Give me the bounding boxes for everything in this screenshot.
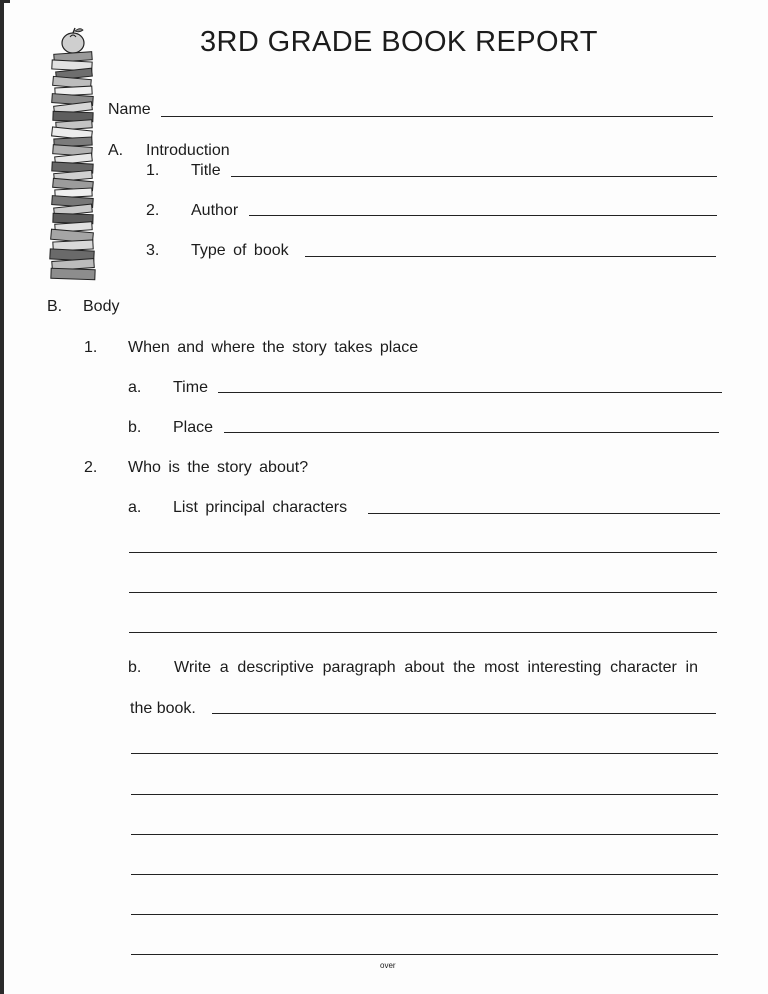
characters-marker: a. — [128, 499, 142, 516]
paragraph-line[interactable] — [131, 753, 718, 754]
characters-field[interactable] — [368, 513, 720, 514]
section-a-heading: Introduction — [146, 142, 230, 159]
question-2-number: 2. — [84, 459, 98, 476]
section-a-marker: A. — [108, 142, 124, 159]
time-marker: a. — [128, 379, 142, 396]
paragraph-line[interactable] — [131, 794, 718, 795]
name-field[interactable] — [161, 116, 713, 117]
type-of-book-label: Type of book — [191, 242, 289, 259]
question-1-text: When and where the story takes place — [128, 339, 419, 356]
title-field[interactable] — [231, 176, 717, 177]
place-marker: b. — [128, 419, 142, 436]
type-of-book-item-number: 3. — [146, 242, 160, 259]
author-item-number: 2. — [146, 202, 160, 219]
time-label: Time — [173, 379, 208, 396]
paragraph-line[interactable] — [131, 874, 718, 875]
characters-line[interactable] — [129, 592, 717, 593]
characters-label: List principal characters — [173, 499, 348, 516]
scan-edge-mark — [0, 0, 10, 3]
question-1-number: 1. — [84, 339, 98, 356]
paragraph-field[interactable] — [212, 713, 716, 714]
characters-line[interactable] — [129, 632, 717, 633]
place-label: Place — [173, 419, 214, 436]
paragraph-line[interactable] — [131, 834, 718, 835]
paragraph-marker: b. — [128, 659, 142, 676]
footer-note: over — [380, 961, 396, 970]
apple-icon — [62, 28, 84, 53]
type-of-book-field[interactable] — [305, 256, 716, 257]
question-2-text: Who is the story about? — [128, 459, 309, 476]
place-field[interactable] — [224, 432, 719, 433]
section-b-marker: B. — [47, 298, 63, 315]
paragraph-line[interactable] — [131, 954, 718, 955]
stack-of-books-with-apple-icon — [44, 26, 100, 288]
section-b-heading: Body — [83, 298, 120, 315]
paragraph-line[interactable] — [131, 914, 718, 915]
author-label: Author — [191, 202, 239, 219]
author-field[interactable] — [249, 215, 717, 216]
scan-edge — [0, 0, 4, 994]
paragraph-prompt-line1: Write a descriptive paragraph about the most interesting character in — [174, 659, 698, 676]
paragraph-prompt-line2: the book. — [130, 700, 196, 717]
time-field[interactable] — [218, 392, 722, 393]
page-title: 3RD GRADE BOOK REPORT — [200, 26, 598, 58]
name-label: Name — [108, 101, 151, 118]
title-label: Title — [191, 162, 221, 179]
title-item-number: 1. — [146, 162, 160, 179]
characters-line[interactable] — [129, 552, 717, 553]
